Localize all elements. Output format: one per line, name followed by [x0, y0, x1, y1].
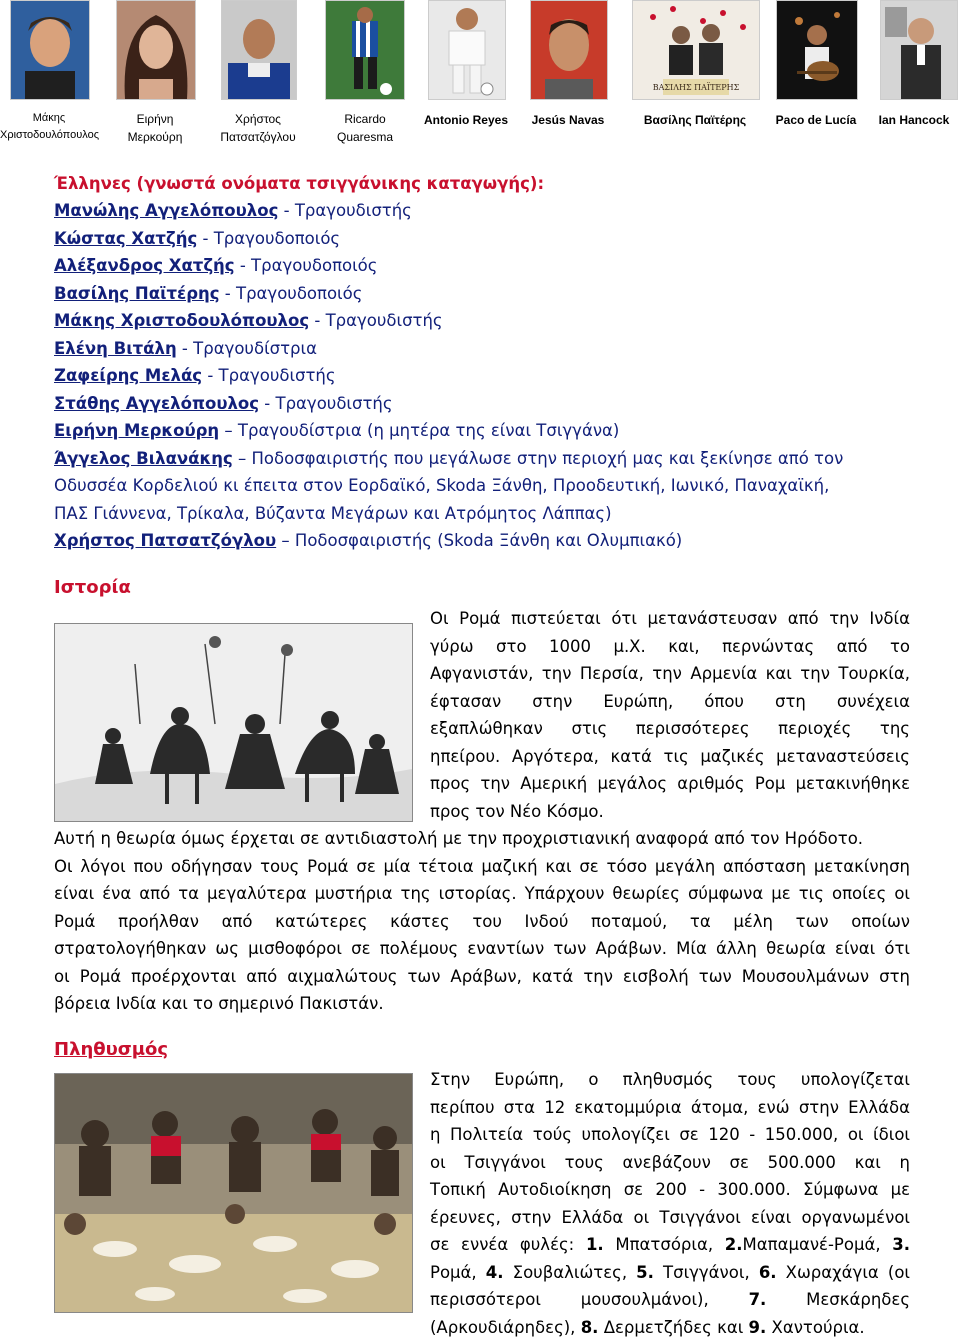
history-paragraph [54, 825, 910, 1018]
history-line: οι Ρομά προέρχονται από αιχμαλώτους των Αράβων, κατά την εισβολή των Μουσουλμάνων στη [54, 963, 910, 991]
history-line: είναι ένα από τα μεγαλύτερα μυστήρια της ιστορίας. Υπάρχουν θεωρίες σύμφωνα με τις οποίες οι [54, 880, 910, 908]
person-row: Μανώλης Αγγελόπουλος - Τραγουδιστής [54, 197, 412, 225]
history-line: Οι λόγοι που οδήγησαν τους Ρομά σε μία τέτοια μαζική και σε τόσο μεγάλη απόσταση μετακίνηση [54, 853, 910, 881]
person-row-vilanakis: Άγγελος Βιλανάκης – Ποδοσφαιριστής που μεγάλωσε στην περιοχή μας και ξεκίνησε από τον [54, 445, 843, 473]
person-row-continuation: ΠΑΣ Γιάννενα, Τρίκαλα, Βύζαντα Μεγάρων και Ατρόμητος Λάππας) [54, 500, 612, 528]
population-photo [54, 1073, 413, 1313]
photo-caption: Antonio Reyes [416, 111, 516, 129]
album-cover [632, 0, 760, 100]
person-row: Ελένη Βιτάλη - Τραγουδίστρια [54, 335, 317, 363]
person-row-continuation: Οδυσσέα Κορδελιού κι έπειτα στον Εορδαϊκό, Skoda Ξάνθη, Προοδευτική, Ιωνικό, Παναχαϊκή, [54, 472, 829, 500]
person-row: Χρήστος Πατσατζόγλου – Ποδοσφαιριστής (Skoda Ξάνθη και Ολυμπιακό) [54, 527, 682, 555]
population-column [430, 1066, 910, 1341]
photo-caption: Ειρήνη Μερκούρη [110, 110, 200, 146]
person-row: Βασίλης Παϊτέρης - Τραγουδοποιός [54, 280, 362, 308]
population-line: Τοπική Αυτοδιοίκηση σε 200 - 300.000. Σύμφωνα με [430, 1176, 910, 1204]
photo-caption: Ricardo Quaresma [318, 110, 412, 146]
history-line: Αφγανιστάν, την Περσία, την Αρμενία και την Τουρκία, [430, 660, 910, 688]
population-line: Στην Ευρώπη, ο πληθυσμός τους υπολογίζεται [430, 1066, 910, 1094]
portrait-photo [530, 0, 608, 100]
history-line: στρατολογήθηκαν ως μισθοφόροι σε πολέμους εναντίων των Αράβων. Μία άλλη θεωρία είναι ότι [54, 935, 910, 963]
history-line: Αυτή η θεωρία όμως έρχεται σε αντιδιαστολή με την προχριστιανική αναφορά από τον Ηρόδοτο. [54, 825, 910, 853]
history-line: ηπείρου. Αργότερα, κατά τις μαζικές μεταναστεύσεις [430, 743, 910, 771]
portrait-photo [776, 0, 858, 100]
portrait-photo [10, 0, 90, 100]
photo-strip [0, 0, 960, 150]
history-title: Ιστορία [54, 577, 131, 598]
history-line: γύρω στο 1000 μ.Χ. και, περνώντας από το [430, 633, 910, 661]
population-line: η Πολιτεία τούς υπολογίζει σε 120 - 150.000, οι ίδιοι [430, 1121, 910, 1149]
history-line: έφτασαν στην Ευρώπη, όπου στη συνέχεια [430, 688, 910, 716]
person-row: Ζαφείρης Μελάς - Τραγουδιστής [54, 362, 336, 390]
population-title: Πληθυσμός [54, 1039, 168, 1060]
photo-caption: Χρήστος Πατσατζόγλου [208, 110, 308, 146]
photo-caption: Βασίλης Παϊτέρης [632, 111, 758, 129]
portrait-photo [221, 0, 297, 100]
person-row: Κώστας Χατζής - Τραγουδοποιός [54, 225, 340, 253]
portrait-photo [428, 0, 506, 100]
person-row: Στάθης Αγγελόπουλος - Τραγουδιστής [54, 390, 393, 418]
portrait-photo [116, 0, 196, 100]
portrait-photo [880, 0, 958, 100]
tribes-line: περισσότεροι μουσουλμάνοι), 7. Μεσκάρηδες [430, 1286, 910, 1314]
svg-text:ΒΑΣΙΛΗΣ ΠΑΪΤΕΡΗΣ: ΒΑΣΙΛΗΣ ΠΑΪΤΕΡΗΣ [653, 83, 740, 92]
tribes-line: Ρομά, 4. Σουβαλιώτες, 5. Τσιγγάνοι, 6. Χωραχάγια (οι [430, 1259, 910, 1287]
population-line: έρευνες, στην Ελλάδα οι Τσιγγάνοι είναι οργανωμένοι [430, 1204, 910, 1232]
history-line: Ρομά προήλθαν από κατώτερες κάστες του Ινδού ποταμού, τα μέλη των οποίων [54, 908, 910, 936]
history-line: Οι Ρομά πιστεύεται ότι μετανάστευσαν από την Ινδία [430, 605, 910, 633]
photo-caption: Jesús Navas [518, 111, 618, 129]
person-row: Αλέξανδρος Χατζής - Τραγουδοποιός [54, 252, 377, 280]
history-line: προς την Αμερική μεγάλος αριθμός Ρομ μετακινήθηκε [430, 770, 910, 798]
person-row: Ειρήνη Μερκούρη – Τραγουδίστρια (η μητέρα της είναι Τσιγγάνα) [54, 417, 619, 445]
portrait-photo [325, 0, 405, 100]
population-line: οι Τσιγγάνοι τους ανεβάζουν σε 500.000 και η [430, 1149, 910, 1177]
person-row: Μάκης Χριστοδουλόπουλος - Τραγουδιστής [54, 307, 443, 335]
tribes-line: σε εννέα φυλές: 1. Μπατσόρια, 2.Μαπαμανέ-Ρομά, 3. [430, 1231, 910, 1259]
history-line: εξαπλώθηκαν στις περισσότερες περιοχές της [430, 715, 910, 743]
history-column [430, 605, 910, 825]
history-line: προς τον Νέο Κόσμο. [430, 798, 910, 826]
photo-caption: Μάκης Χριστοδουλόπουλος [0, 110, 98, 144]
population-line: περίπου στα 12 εκατομμύρια άτομα, ενώ στην Ελλάδα [430, 1094, 910, 1122]
tribes-line: (Αρκουδιάρηδες), 8. Δερμετζήδες και 9. Χαντούρια. [430, 1314, 910, 1341]
history-illustration [54, 623, 413, 822]
history-line: βόρεια Ινδία και το σημερινό Πακιστάν. [54, 990, 910, 1018]
photo-caption: Paco de Lucía [766, 111, 866, 129]
greeks-heading: Έλληνες (γνωστά ονόματα τσιγγάνικης καταγωγής): [54, 170, 544, 198]
photo-caption: Ian Hancock [868, 111, 960, 129]
